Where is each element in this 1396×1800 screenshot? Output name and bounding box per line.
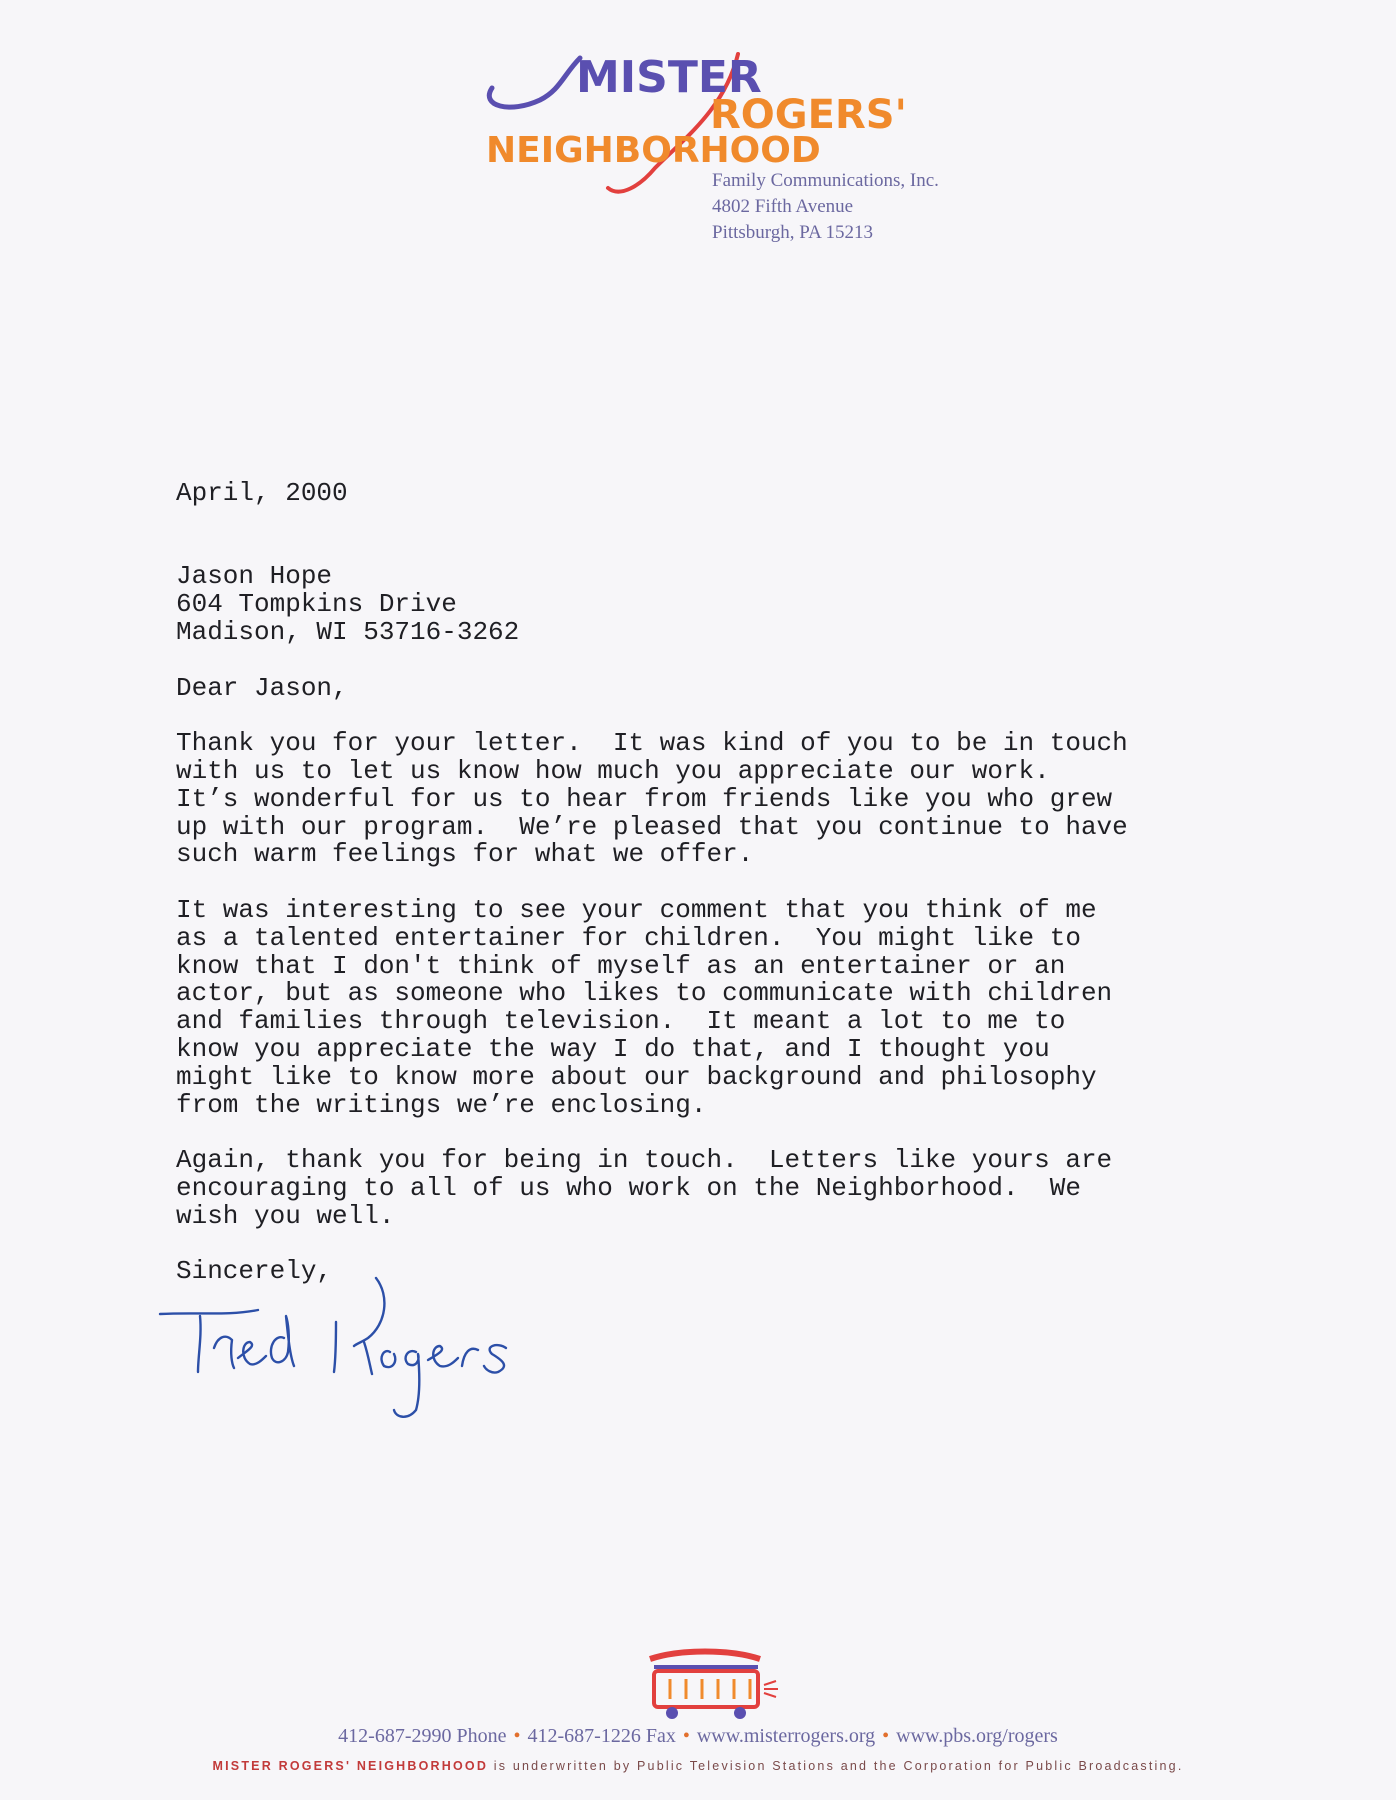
letter-date: April, 2000 xyxy=(176,478,348,508)
paragraph-line: and families through television. It meant a lot to me to xyxy=(176,1006,1066,1037)
paragraph-line: It’s wonderful for us to hear from friends like you who grew xyxy=(176,783,1113,814)
footer-contact xyxy=(0,1725,1396,1748)
signature-graphic xyxy=(158,1276,538,1426)
paragraph-line: encouraging to all of us who work on the Neighborhood. We xyxy=(176,1172,1081,1203)
underwriter-text: is underwritten by Public Television Stations and the Corporation for Public Broadcasting. xyxy=(493,1759,1184,1773)
footer-fax: 412-687-1226 Fax xyxy=(527,1725,676,1747)
closing: Sincerely, xyxy=(176,1256,333,1287)
paragraph-line: from the writings we’re enclosing. xyxy=(176,1089,707,1120)
address-line: 4802 Fifth Avenue xyxy=(712,196,854,217)
paragraph-line: actor, but as someone who likes to communicate with children xyxy=(176,978,1113,1009)
logo-word-neighborhood: NEIGHBORHOOD xyxy=(486,130,821,171)
footer-site-pbs: www.pbs.org/rogers xyxy=(896,1725,1058,1747)
paragraph-line: as a talented entertainer for children. You might like to xyxy=(176,922,1081,953)
address-line: Family Communications, Inc. xyxy=(712,170,939,191)
paragraph-3 xyxy=(176,1147,1226,1230)
paragraph-line: might like to know more about our background and philosophy xyxy=(176,1061,1097,1092)
trolley-graphic xyxy=(640,1645,780,1725)
underwriter-org: MISTER ROGERS' NEIGHBORHOOD xyxy=(212,1759,489,1773)
salutation: Dear Jason, xyxy=(176,672,348,703)
paragraph-line: such warm feelings for what we offer. xyxy=(176,839,754,870)
paragraph-line: know that I don't think of myself as an entertainer or an xyxy=(176,950,1066,981)
bullet-icon: • xyxy=(513,1725,521,1747)
paragraph-line: Thank you for your letter. It was kind of you to be in touch xyxy=(176,728,1128,759)
footer-site-misterrogers: www.misterrogers.org xyxy=(696,1725,876,1747)
letterhead-address xyxy=(712,168,939,246)
paragraph-line: It was interesting to see your comment that you think of me xyxy=(176,894,1097,925)
recipient-name: Jason Hope xyxy=(176,561,333,592)
address-line: Pittsburgh, PA 15213 xyxy=(712,222,874,243)
paragraph-line: with us to let us know how much you appreciate our work. xyxy=(176,755,1050,786)
trolley-icon xyxy=(640,1645,780,1725)
paragraph-line: wish you well. xyxy=(176,1200,395,1231)
paragraph-line: know you appreciate the way I do that, and I thought you xyxy=(176,1033,1050,1064)
logo-word-mister: MISTER xyxy=(576,52,762,103)
letter-body xyxy=(176,480,1226,1286)
recipient-city: Madison, WI 53716-3262 xyxy=(176,616,520,647)
recipient-street: 604 Tompkins Drive xyxy=(176,589,457,620)
footer-underwriter xyxy=(0,1759,1396,1773)
bullet-icon: • xyxy=(682,1725,690,1747)
paragraph-line: Again, thank you for being in touch. Letters like yours are xyxy=(176,1145,1113,1176)
signature xyxy=(158,1276,538,1426)
footer-phone: 412-687-2990 Phone xyxy=(338,1725,507,1747)
paragraph-1 xyxy=(176,730,1226,869)
paragraph-2 xyxy=(176,894,1226,1120)
paragraph-line: up with our program. We’re pleased that you continue to have xyxy=(176,811,1128,842)
bullet-icon: • xyxy=(882,1725,890,1747)
logo-word-rogers: ROGERS' xyxy=(710,92,907,138)
